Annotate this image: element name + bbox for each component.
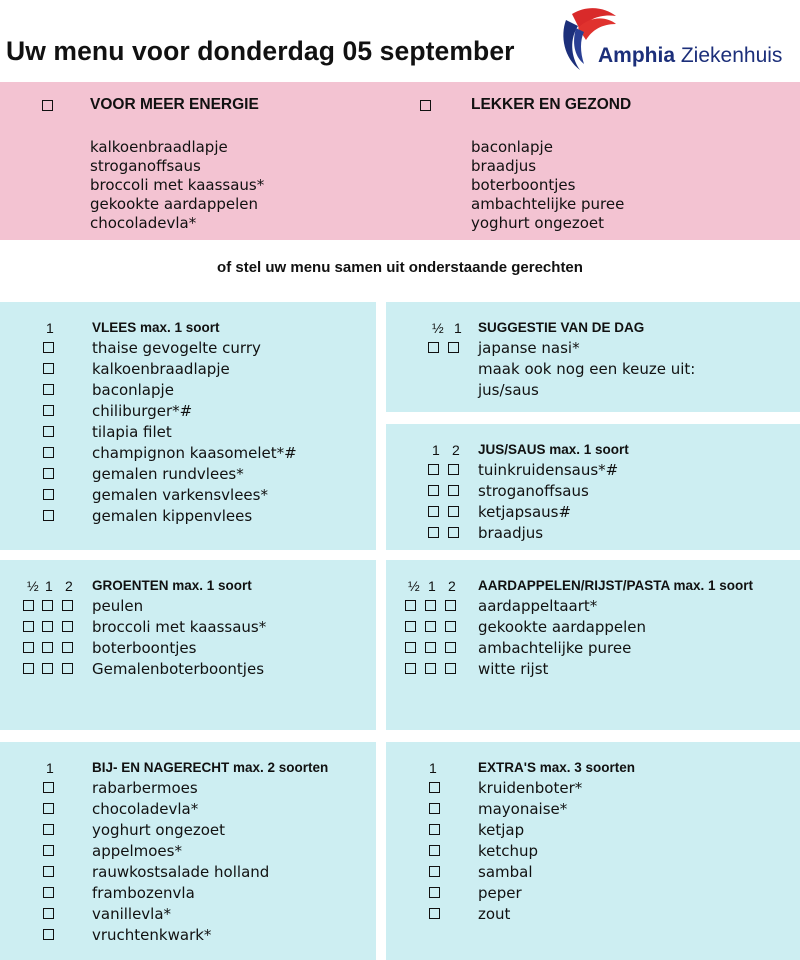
dish-row (386, 638, 800, 659)
portion-checkbox[interactable] (428, 464, 439, 475)
dish-label: thaise gevogelte curry (92, 339, 261, 357)
portion-checkbox[interactable] (23, 663, 34, 674)
dish-label: stroganoffsaus (478, 482, 589, 500)
dish-label: appelmoes* (92, 842, 182, 860)
dish-row (0, 443, 376, 464)
dish-row (386, 523, 800, 544)
dish-row (386, 883, 800, 904)
portion-checkbox[interactable] (43, 426, 54, 437)
section-items (0, 338, 376, 527)
portion-checkbox[interactable] (42, 642, 53, 653)
menu-item: gekookte aardappelen (90, 195, 258, 213)
portion-column-label: 1 (454, 320, 462, 336)
dish-label: boterboontjes (92, 639, 197, 657)
dish-row (0, 359, 376, 380)
portion-checkbox[interactable] (445, 642, 456, 653)
portion-checkbox[interactable] (43, 342, 54, 353)
portion-column-label: ½ (408, 578, 420, 594)
dish-label: chiliburger*# (92, 402, 193, 420)
portion-checkbox[interactable] (429, 803, 440, 814)
dish-row (0, 485, 376, 506)
section-items (386, 460, 800, 544)
section-note: maak ook nog een keuze uit: (478, 360, 696, 378)
dish-row (386, 799, 800, 820)
portion-checkbox[interactable] (43, 908, 54, 919)
dish-label: ketjapsaus# (478, 503, 572, 521)
portion-column-label: 1 (428, 578, 436, 594)
portion-checkbox[interactable] (428, 485, 439, 496)
dish-row (0, 596, 376, 617)
section-groenten (0, 560, 376, 730)
portion-checkbox[interactable] (405, 663, 416, 674)
dish-row (386, 481, 800, 502)
portion-checkbox[interactable] (43, 489, 54, 500)
dish-row (386, 659, 800, 680)
portion-checkbox[interactable] (43, 384, 54, 395)
portion-checkbox[interactable] (428, 506, 439, 517)
section-title: AARDAPPELEN/RIJST/PASTA max. 1 soort (478, 578, 754, 593)
portion-column-label: 1 (46, 760, 54, 776)
note-row (386, 380, 800, 401)
menu-items (90, 138, 264, 233)
section-aardappelen (386, 560, 800, 730)
dish-label: gekookte aardappelen (478, 618, 646, 636)
portion-checkbox[interactable] (62, 663, 73, 674)
section-title: VLEES max. 1 soort (92, 320, 220, 335)
dish-label: witte rijst (478, 660, 549, 678)
menu-heading: LEKKER EN GEZOND (471, 96, 632, 113)
dish-label: sambal (478, 863, 533, 881)
dish-label: vruchtenkwark* (92, 926, 212, 944)
portion-checkbox[interactable] (405, 600, 416, 611)
portion-checkbox[interactable] (43, 447, 54, 458)
portion-checkbox[interactable] (448, 485, 459, 496)
dish-label: vanillevla* (92, 905, 172, 923)
portion-checkbox[interactable] (43, 510, 54, 521)
menu-item: broccoli met kaassaus* (90, 176, 265, 194)
portion-checkbox[interactable] (43, 405, 54, 416)
dish-row (0, 401, 376, 422)
dish-label: gemalen kippenvlees (92, 507, 253, 525)
portion-checkbox[interactable] (429, 887, 440, 898)
dish-label: frambozenvla (92, 884, 195, 902)
dish-label: braadjus (478, 524, 544, 542)
dish-label: broccoli met kaassaus* (92, 618, 267, 636)
section-items (386, 596, 800, 680)
dish-row (386, 502, 800, 523)
menu-energie-checkbox[interactable] (42, 100, 53, 111)
menu-gezond-checkbox[interactable] (420, 100, 431, 111)
dish-label: Gemalenboterboontjes (92, 660, 265, 678)
dish-row (386, 841, 800, 862)
portion-checkbox[interactable] (62, 600, 73, 611)
dish-row (0, 925, 376, 946)
portion-checkbox[interactable] (429, 866, 440, 877)
dish-label: tuinkruidensaus*# (478, 461, 619, 479)
preset-menus-panel (0, 82, 800, 240)
portion-checkbox[interactable] (425, 621, 436, 632)
section-items (0, 596, 376, 680)
portion-checkbox[interactable] (42, 600, 53, 611)
dish-row (386, 596, 800, 617)
dish-label: mayonaise* (478, 800, 568, 818)
portion-checkbox[interactable] (429, 824, 440, 835)
dish-row (0, 338, 376, 359)
dish-label: gemalen varkensvlees* (92, 486, 268, 504)
dish-row (0, 778, 376, 799)
portion-checkbox[interactable] (405, 642, 416, 653)
dish-row (386, 617, 800, 638)
menu-item: boterboontjes (471, 176, 576, 194)
section-title: BIJ- EN NAGERECHT max. 2 soorten (92, 760, 329, 775)
portion-checkbox[interactable] (429, 845, 440, 856)
dish-label: peper (478, 884, 522, 902)
dish-row (0, 799, 376, 820)
dish-row (0, 422, 376, 443)
portion-checkbox[interactable] (448, 342, 459, 353)
section-title: JUS/SAUS max. 1 soort (478, 442, 629, 457)
dish-row (0, 820, 376, 841)
portion-column-label: ½ (27, 578, 39, 594)
dish-row (0, 841, 376, 862)
section-title: SUGGESTIE VAN DE DAG (478, 320, 645, 335)
menu-item: yoghurt ongezoet (471, 214, 605, 232)
menu-item: kalkoenbraadlapje (90, 138, 228, 156)
section-extras (386, 742, 800, 960)
portion-checkbox[interactable] (43, 803, 54, 814)
dish-label: champignon kaasomelet*# (92, 444, 297, 462)
dish-row (0, 506, 376, 527)
portion-column-label: 1 (432, 442, 440, 458)
portion-checkbox[interactable] (425, 642, 436, 653)
dish-label: ambachtelijke puree (478, 639, 632, 657)
portion-column-label: ½ (432, 320, 444, 336)
dish-label: baconlapje (92, 381, 174, 399)
portion-column-label: 2 (448, 578, 456, 594)
portion-checkbox[interactable] (429, 908, 440, 919)
dish-label: tilapia filet (92, 423, 172, 441)
portion-checkbox[interactable] (428, 342, 439, 353)
portion-checkbox[interactable] (23, 642, 34, 653)
portion-checkbox[interactable] (43, 468, 54, 479)
section-vlees (0, 302, 376, 550)
menu-item: chocoladevla* (90, 214, 197, 232)
section-items (0, 778, 376, 946)
portion-column-label: 1 (46, 320, 54, 336)
portion-checkbox[interactable] (429, 782, 440, 793)
dish-label: ketjap (478, 821, 525, 839)
menu-item: stroganoffsaus (90, 157, 201, 175)
menu-item: ambachtelijke puree (471, 195, 625, 213)
dish-row (0, 464, 376, 485)
section-title: GROENTEN max. 1 soort (92, 578, 252, 593)
amphia-logo (558, 6, 798, 76)
portion-checkbox[interactable] (23, 600, 34, 611)
portion-checkbox[interactable] (405, 621, 416, 632)
dish-row (0, 617, 376, 638)
portion-checkbox[interactable] (43, 782, 54, 793)
portion-checkbox[interactable] (43, 824, 54, 835)
dish-row (0, 904, 376, 925)
portion-checkbox[interactable] (62, 642, 73, 653)
portion-checkbox[interactable] (42, 621, 53, 632)
section-title: EXTRA'S max. 3 soorten (478, 760, 636, 775)
dish-row (0, 380, 376, 401)
dish-label: gemalen rundvlees* (92, 465, 244, 483)
note-row (386, 359, 800, 380)
portion-checkbox[interactable] (428, 527, 439, 538)
section-nagerecht (0, 742, 376, 960)
dish-label: kalkoenbraadlapje (92, 360, 230, 378)
dish-label: kruidenboter* (478, 779, 583, 797)
portion-column-label: 2 (65, 578, 73, 594)
menu-items (471, 138, 624, 233)
portion-checkbox[interactable] (425, 663, 436, 674)
section-items (386, 778, 800, 925)
section-jus-saus (386, 424, 800, 550)
page-title: Uw menu voor donderdag 05 september (6, 36, 515, 66)
dish-label: rabarbermoes (92, 779, 198, 797)
portion-column-label: 1 (45, 578, 53, 594)
menu-item: braadjus (471, 157, 537, 175)
portion-checkbox[interactable] (448, 464, 459, 475)
portion-checkbox[interactable] (42, 663, 53, 674)
dish-row (386, 778, 800, 799)
dish-label: aardappeltaart* (478, 597, 598, 615)
dish-row (386, 460, 800, 481)
section-suggestie (386, 302, 800, 412)
dish-row (386, 862, 800, 883)
menu-item: baconlapje (471, 138, 553, 156)
section-note: jus/saus (478, 381, 539, 399)
dish-label: peulen (92, 597, 144, 615)
portion-checkbox[interactable] (43, 929, 54, 940)
dish-label: rauwkostsalade holland (92, 863, 270, 881)
compose-menu-subtitle: of stel uw menu samen uit onderstaande gerechten (217, 259, 583, 276)
dish-row (386, 338, 800, 359)
dish-label: chocoladevla* (92, 800, 199, 818)
portion-checkbox[interactable] (43, 866, 54, 877)
portion-column-label: 2 (452, 442, 460, 458)
dish-row (386, 904, 800, 925)
dish-row (0, 883, 376, 904)
portion-checkbox[interactable] (445, 663, 456, 674)
portion-checkbox[interactable] (43, 887, 54, 898)
portion-checkbox[interactable] (23, 621, 34, 632)
menu-heading: VOOR MEER ENERGIE (90, 96, 259, 113)
dish-label: yoghurt ongezoet (92, 821, 226, 839)
dish-label: zout (478, 905, 511, 923)
section-items (386, 338, 800, 401)
portion-checkbox[interactable] (62, 621, 73, 632)
dish-row (0, 659, 376, 680)
portion-checkbox[interactable] (425, 600, 436, 611)
dish-label: japanse nasi* (478, 339, 580, 357)
portion-checkbox[interactable] (445, 621, 456, 632)
portion-checkbox[interactable] (445, 600, 456, 611)
portion-checkbox[interactable] (43, 845, 54, 856)
portion-checkbox[interactable] (43, 363, 54, 374)
portion-checkbox[interactable] (448, 506, 459, 517)
logo-wordmark: Amphia Ziekenhuis (598, 44, 783, 67)
dish-row (0, 638, 376, 659)
portion-column-label: 1 (429, 760, 437, 776)
dish-row (0, 862, 376, 883)
portion-checkbox[interactable] (448, 527, 459, 538)
dish-label: ketchup (478, 842, 539, 860)
dish-row (386, 820, 800, 841)
